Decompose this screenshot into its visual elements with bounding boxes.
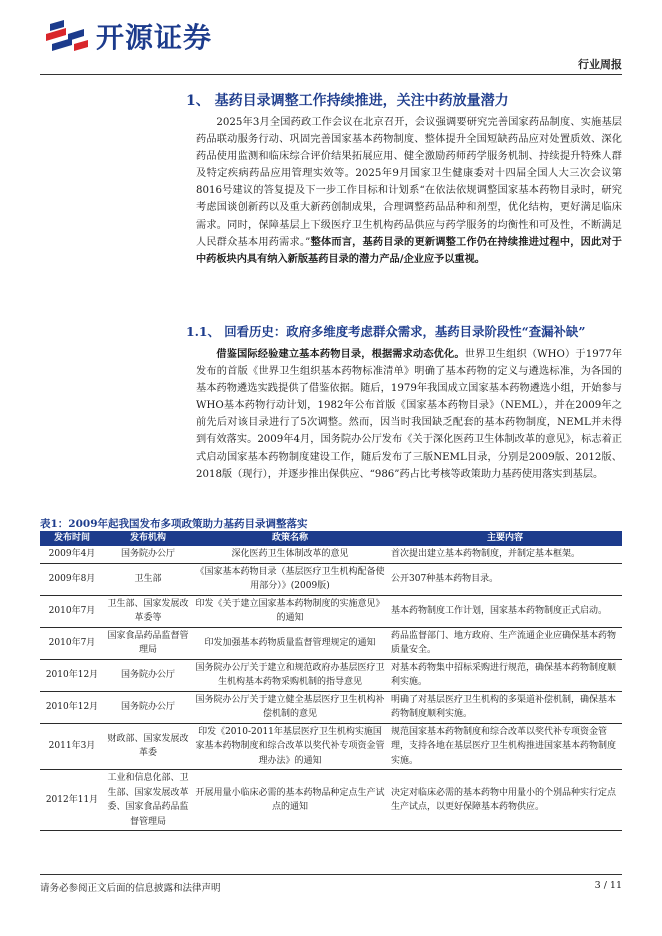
cell-org: 国务院办公厅 — [104, 659, 192, 691]
cell-policy: 《国家基本药物目录（基层医疗卫生机构配备使用部分）》(2009版) — [192, 563, 388, 595]
table-row — [40, 563, 622, 595]
header-policy: 政策名称 — [192, 531, 388, 546]
cell-org: 国家食品药品监督管理局 — [104, 627, 192, 659]
cell-date: 2010年12月 — [40, 691, 104, 723]
cell-date: 2009年4月 — [40, 546, 104, 563]
cell-policy: 国务院办公厅关于建立和规范政府办基层医疗卫生机构基本药物采购机制的指导意见 — [192, 659, 388, 691]
logo-mark-icon — [44, 18, 90, 58]
policy-table — [40, 531, 622, 831]
cell-org: 财政部、国家发展改革委 — [104, 723, 192, 770]
cell-policy: 印发《关于建立国家基本药物制度的实施意见》的通知 — [192, 595, 388, 627]
header-divider — [40, 74, 622, 75]
section-1-1-text: 世界卫生组织（WHO）于1977年发布的首版《世界卫生组织基本药物标准清单》明确了基本药物的定义与遴选标准，为各国的基本药物遴选实践提供了借鉴依据。随后，1979年我国成立国家基本药物遴选小组，开始参与WHO基本药物行动计划，1982年公布首版《国家基本药物目录》（NEML），并在2009年之前先后对该目录进行了5次调整。然而，因当时我国缺乏配套的基本药物制度，NEML并未得到有效落实。2009年4月，国务院办公厅发布《关于深化医药卫生体制改革的意见》，标志着正式启动国家基本药物制度建设工作，随后发布了三版NEML目录，分别是2009版、2012版、2018版（现行），并逐步推出保供应、“986”药占比考核等政策助力基药使用落实到基层。 — [196, 349, 622, 480]
cell-date: 2010年7月 — [40, 627, 104, 659]
table-header-row — [40, 531, 622, 546]
header-org: 发布机构 — [104, 531, 192, 546]
cell-org: 国务院办公厅 — [104, 546, 192, 563]
section-1-text: 2025年3月全国药政工作会议在北京召开，会议强调要研究完善国家药品制度、实施基层药品联动服务行动、巩固完善国家基本药物制度、整体提升全国短缺药品应对处置质效、深化药品使用监测和临床综合评价结果拓展应用、健全激励药师药学服务机制、持续提升特殊人群及特定疾病药品应用管理实效等。2025年9月国家卫生健康委对十四届全国人大三次会议第8016号建议的答复提及下一步工作目标和计划系“在依法依规调整国家基本药物目录时，研究考虑国谈创新药以及重大新药创制成果，合理调整药品品种和剂型，优化结构，更好满足临床需求。同时，保障基层上下级医疗卫生机构药品供应与药学服务的均衡性和可及性，不断满足人民群众基本用药需求。” — [196, 117, 622, 248]
section-1-bold-text: 整体而言，基药目录的更新调整工作仍在持续推进过程中，因此对于中药板块内具有纳入新版基药目录的潜力产品/企业应予以重视。 — [196, 235, 622, 265]
header-content: 主要内容 — [388, 531, 622, 546]
cell-policy: 开展用量小临床必需的基本药物品种定点生产试点的通知 — [192, 770, 388, 831]
cell-org: 卫生部 — [104, 563, 192, 595]
cell-policy: 国务院办公厅关于建立健全基层医疗卫生机构补偿机制的意见 — [192, 691, 388, 723]
logo-text: 开源证券 — [96, 21, 213, 54]
cell-content: 决定对临床必需的基本药物中用量小的个别品种实行定点生产试点，以更好保障基本药物供应。 — [388, 770, 622, 831]
cell-date: 2011年3月 — [40, 723, 104, 770]
cell-policy: 深化医药卫生体制改革的意见 — [192, 546, 388, 563]
table-row — [40, 691, 622, 723]
cell-content: 首次提出建立基本药物制度，并制定基本框架。 — [388, 546, 622, 563]
table-title: 表1：2009年起我国发布多项政策助力基药目录调整落实 — [40, 518, 308, 530]
footer-divider — [40, 874, 622, 875]
cell-policy: 印发《2010-2011年基层医疗卫生机构实施国家基本药物制度和综合改革以奖代补专项资金管理办法》的通知 — [192, 723, 388, 770]
cell-content: 明确了对基层医疗卫生机构的多渠道补偿机制，确保基本药物制度顺利实施。 — [388, 691, 622, 723]
cell-date: 2010年7月 — [40, 595, 104, 627]
header-date: 发布时间 — [40, 531, 104, 546]
cell-content: 规范国家基本药物制度和综合改革以奖代补专项资金管理，支持各地在基层医疗卫生机构推进国家基本药物制度实施。 — [388, 723, 622, 770]
cell-org: 国务院办公厅 — [104, 691, 192, 723]
section-1-paragraph — [196, 114, 622, 268]
cell-content: 对基本药物集中招标采购进行规范，确保基本药物制度顺利实施。 — [388, 659, 622, 691]
section-1-1-bold-text: 借鉴国际经验建立基本药物目录，根据需求动态优化。 — [216, 348, 465, 360]
table-row — [40, 770, 622, 831]
page-number: 3 / 11 — [594, 880, 622, 891]
cell-date: 2010年12月 — [40, 659, 104, 691]
table-row — [40, 627, 622, 659]
cell-content: 药品监督部门、地方政府、生产流通企业应确保基本药物质量安全。 — [388, 627, 622, 659]
section-1-1-paragraph — [196, 346, 622, 483]
section-1-1-title: 1.1、 回看历史：政府多维度考虑群众需求，基药目录阶段性“查漏补缺” — [186, 324, 586, 339]
table-row — [40, 723, 622, 770]
cell-date: 2009年8月 — [40, 563, 104, 595]
table-row — [40, 595, 622, 627]
table-row — [40, 546, 622, 563]
cell-org: 工业和信息化部、卫生部、国家发展改革委、国家食品药品监督管理局 — [104, 770, 192, 831]
table-row — [40, 659, 622, 691]
footer-disclaimer: 请务必参阅正文后面的信息披露和法律声明 — [40, 883, 221, 894]
cell-org: 卫生部、国家发展改革委等 — [104, 595, 192, 627]
cell-content: 基本药物制度工作计划，国家基本药物制度正式启动。 — [388, 595, 622, 627]
company-logo — [44, 18, 212, 58]
report-type: 行业周报 — [578, 58, 622, 71]
cell-date: 2012年11月 — [40, 770, 104, 831]
cell-content: 公开307种基本药物目录。 — [388, 563, 622, 595]
cell-policy: 印发加强基本药物质量监督管理规定的通知 — [192, 627, 388, 659]
section-1-title: 1、 基药目录调整工作持续推进，关注中药放量潜力 — [186, 93, 509, 109]
